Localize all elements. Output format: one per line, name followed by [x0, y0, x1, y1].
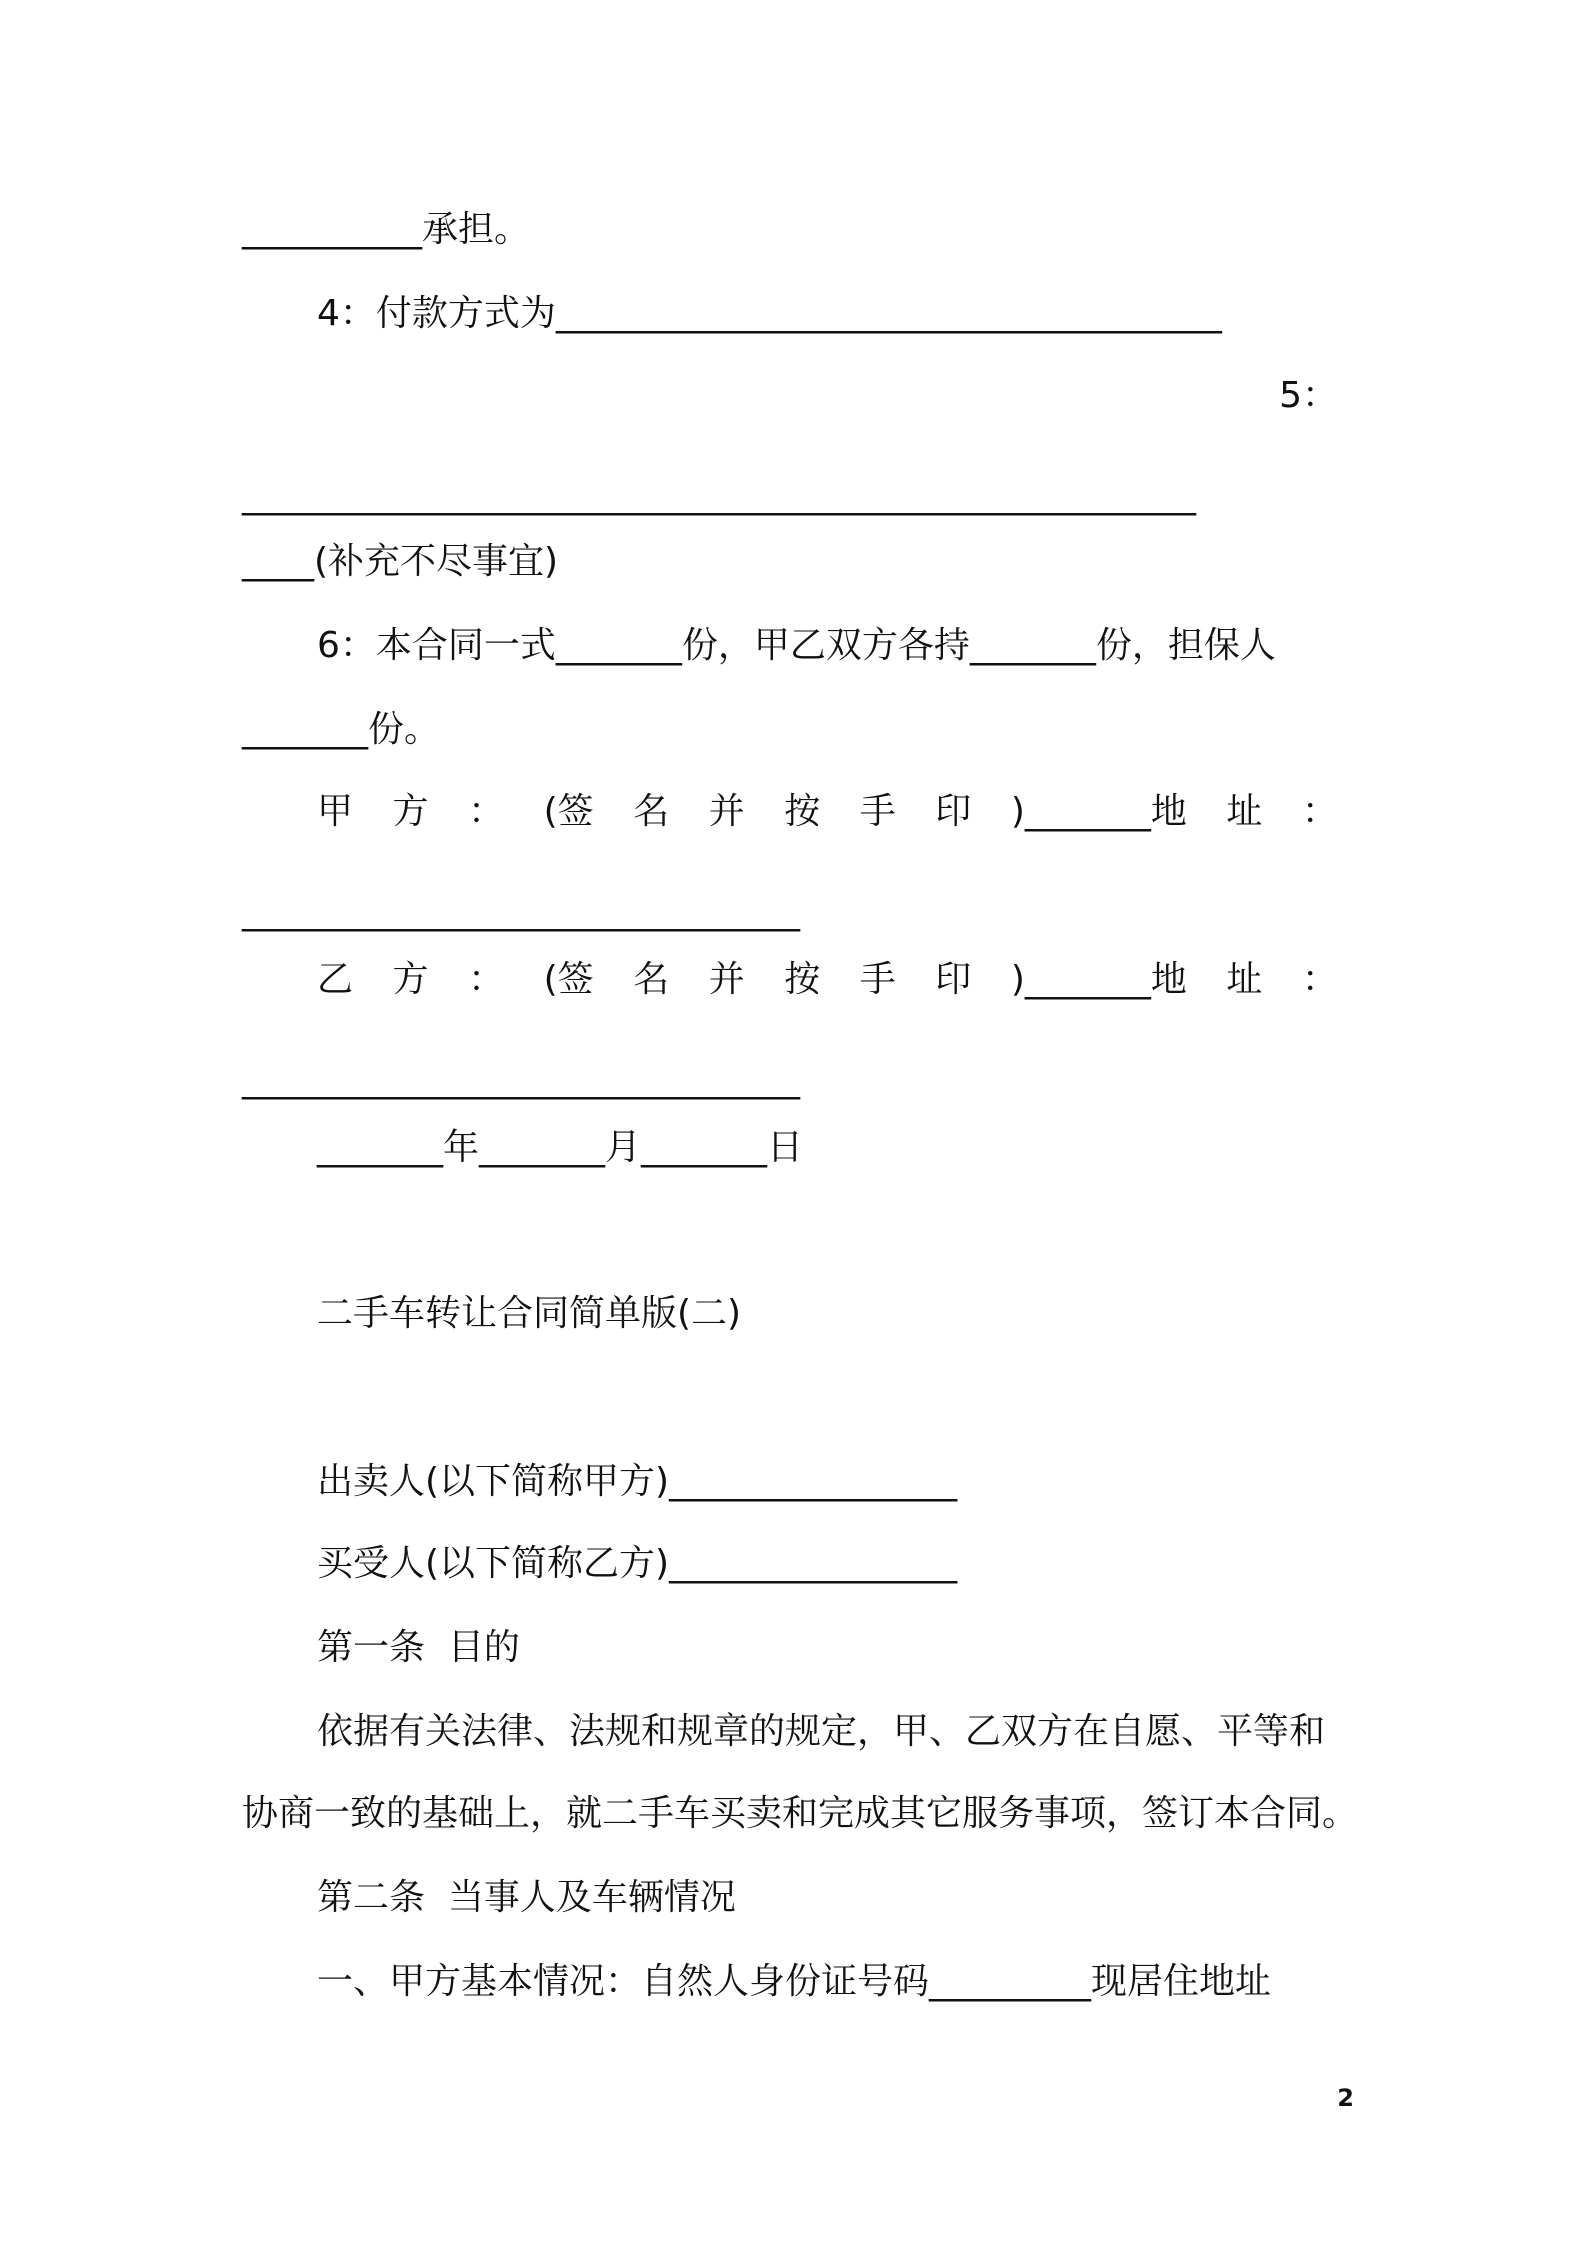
signature-word: ： [1301, 959, 1338, 1000]
party-b-signature-line [317, 958, 1338, 1002]
signature-word: 名 [633, 959, 670, 1000]
signature-word: 手 [859, 959, 896, 1000]
signature-word: ： [468, 791, 505, 832]
text-line: _______________________________ [242, 891, 800, 932]
text-line: _______________________________ [242, 1059, 800, 1100]
text-line: 依据有关法律、法规和规章的规定，甲、乙双方在自愿、平等和 [317, 1711, 1326, 1752]
signature-word: ： [468, 959, 505, 1000]
signature-word: )_______地 [1010, 791, 1187, 832]
signature-word: 印 [935, 791, 972, 832]
text-line: _______份。 [242, 709, 441, 750]
text-line: 出卖人(以下简称甲方)________________ [317, 1461, 958, 1502]
signature-word: 并 [708, 791, 745, 832]
signature-word: 按 [784, 959, 821, 1000]
text-line: 协商一致的基础上，就二手车买卖和完成其它服务事项，签订本合同。 [242, 1793, 1359, 1834]
signature-word: 址 [1226, 791, 1263, 832]
signature-word: 方 [392, 791, 429, 832]
text-line: 4：付款方式为_____________________________________ [317, 293, 1222, 334]
signature-word: 按 [784, 791, 821, 832]
signature-word: ： [1301, 791, 1338, 832]
signature-word: 名 [633, 791, 670, 832]
text-line: 一、甲方基本情况：自然人身份证号码_________现居住地址 [317, 1961, 1272, 2002]
text-line: 买受人(以下简称乙方)________________ [317, 1543, 958, 1584]
text-line: __________承担。 [242, 209, 531, 250]
signature-word: 址 [1226, 959, 1263, 1000]
signature-word: )_______地 [1010, 959, 1187, 1000]
signature-word: 方 [392, 959, 429, 1000]
date-line: _______年_______月_______日 [317, 1127, 803, 1168]
signature-word: 并 [708, 959, 745, 1000]
signature-word: (签 [543, 791, 594, 832]
text-line: ____(补充不尽事宜) [242, 541, 559, 582]
signature-word: 甲 [317, 791, 354, 832]
text-line: 5： [1279, 375, 1338, 416]
article-heading: 第二条 当事人及车辆情况 [317, 1877, 736, 1918]
article-heading: 第一条 目的 [317, 1627, 520, 1668]
party-a-signature-line [317, 790, 1338, 834]
section-title: 二手车转让合同简单版(二) [317, 1293, 742, 1334]
page-number: 2 [1337, 2084, 1354, 2112]
signature-word: (签 [543, 959, 594, 1000]
text-line: _____________________________________________________ [242, 475, 1196, 516]
signature-word: 乙 [317, 959, 354, 1000]
text-line: 6：本合同一式_______份，甲乙双方各持_______份，担保人 [317, 625, 1276, 666]
signature-word: 印 [935, 959, 972, 1000]
signature-word: 手 [859, 791, 896, 832]
